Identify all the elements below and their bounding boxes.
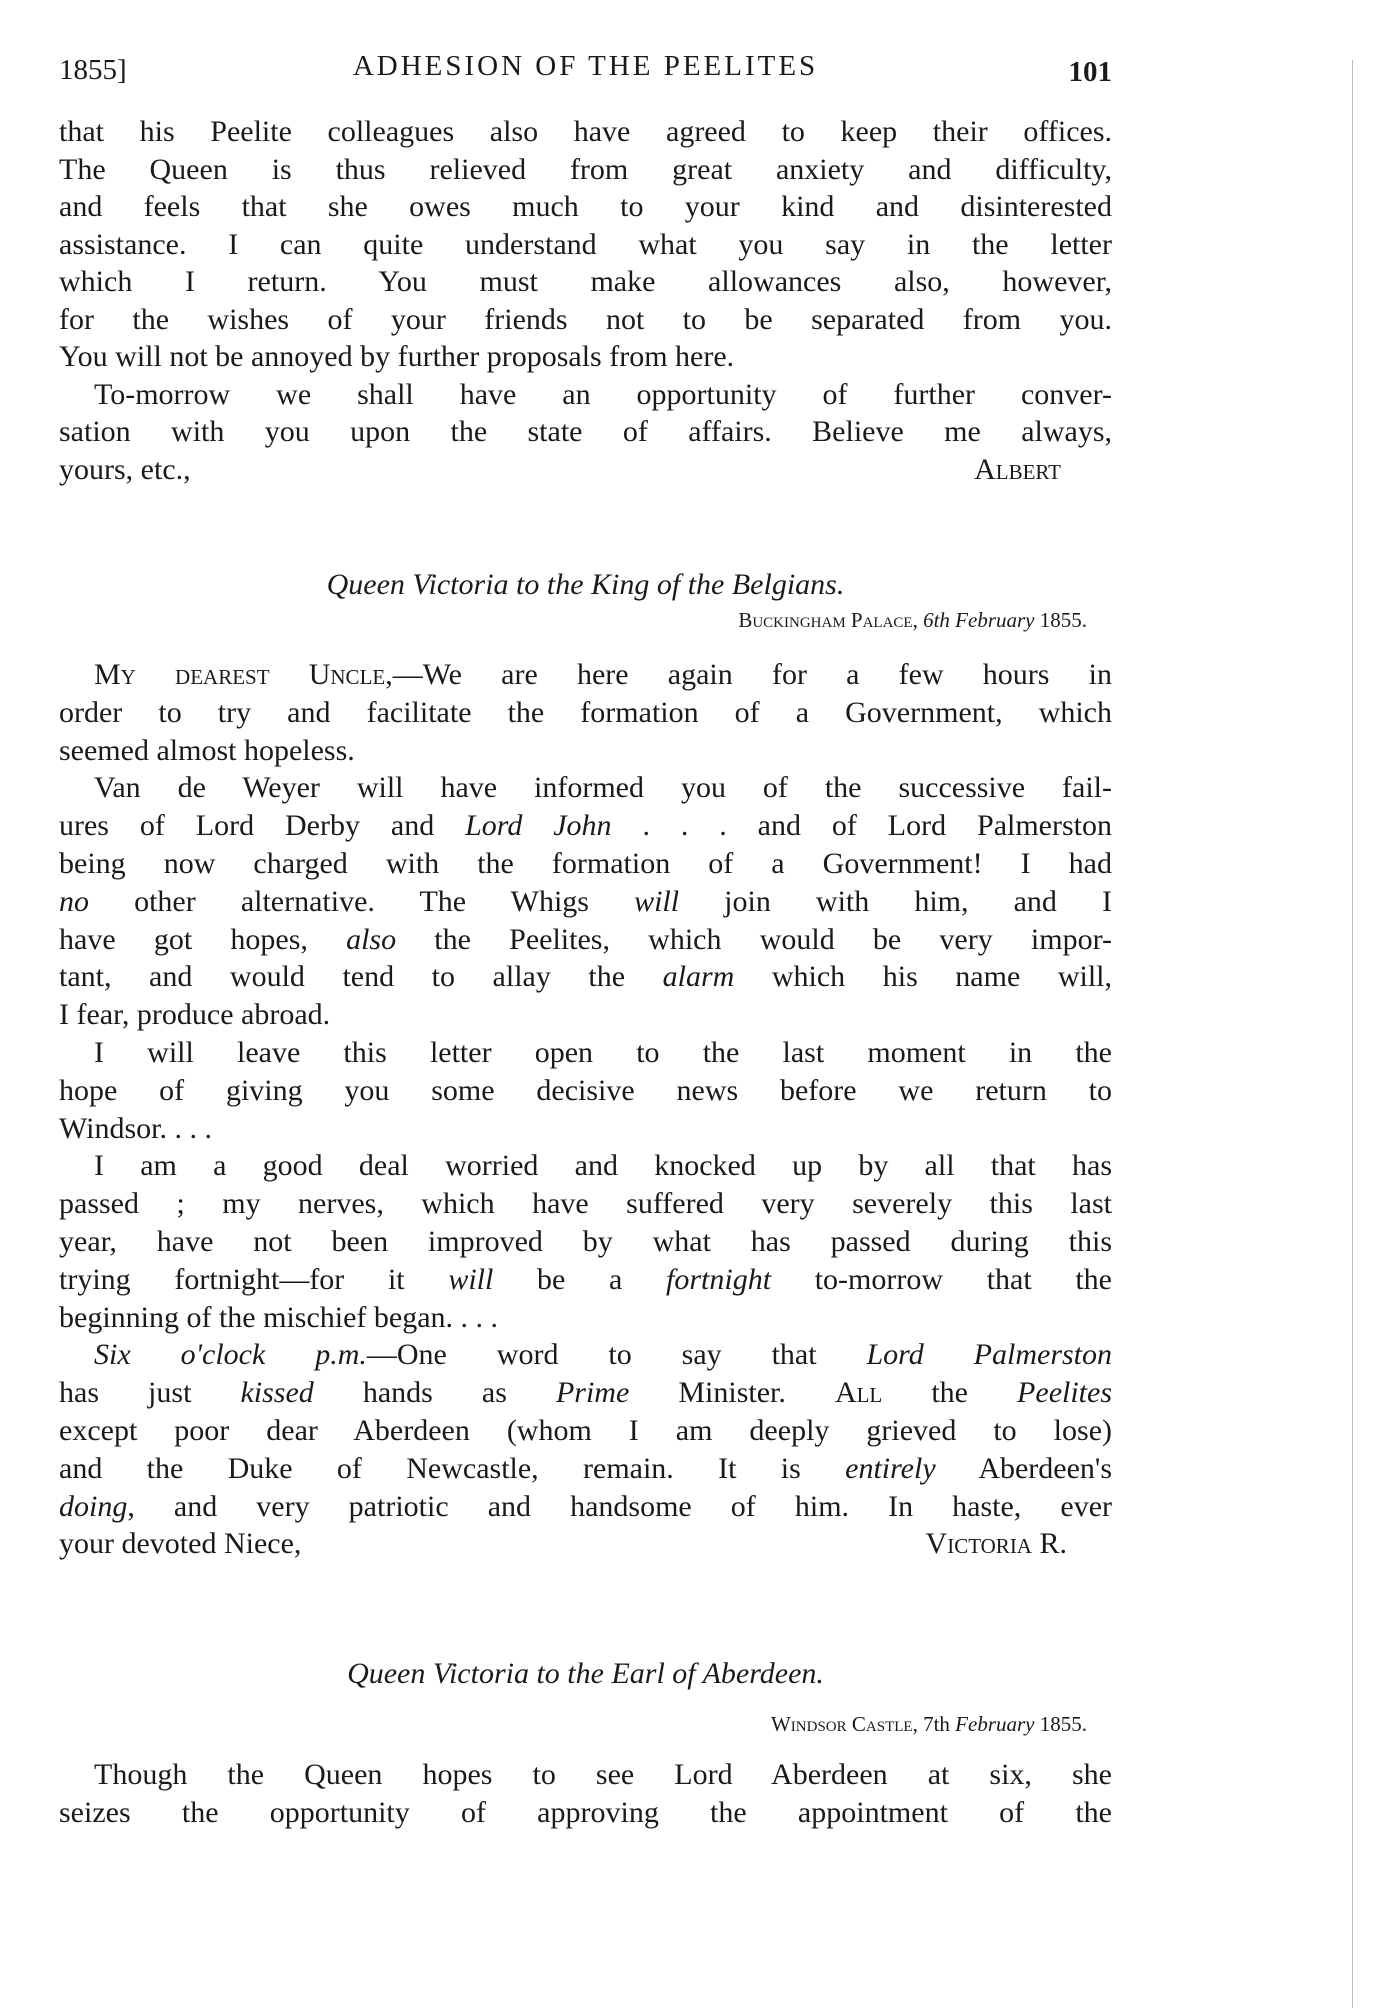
text-line <box>59 451 1112 489</box>
text-run: no <box>59 884 89 918</box>
text-run: the Peelites, which would be very impor- <box>396 922 1112 956</box>
dateline-day: 6th <box>923 608 950 632</box>
text-line <box>59 151 1112 189</box>
dateline-1 <box>738 608 1087 633</box>
running-header <box>59 50 1112 90</box>
text-line <box>59 656 1112 694</box>
text-run: hands as <box>313 1376 556 1410</box>
signature: Victoria R. <box>925 1527 1067 1561</box>
text-line <box>59 301 1112 339</box>
text-run: which his name will, <box>734 960 1112 994</box>
text-run: Minister. <box>629 1376 835 1410</box>
text-line <box>59 1525 1112 1563</box>
dateline-year: 1855. <box>1039 608 1087 632</box>
text-line <box>59 1034 1112 1072</box>
text-run: I am a good deal worried and knocked up by all that has <box>94 1149 1112 1183</box>
text-run: sation with you upon the state of affairs. Believe me always, <box>59 415 1112 448</box>
text-line <box>59 958 1112 996</box>
text-line <box>59 188 1112 226</box>
text-run: for the wishes of your friends not to be separated from you. <box>59 302 1112 336</box>
text-run: the <box>882 1376 1018 1410</box>
text-line <box>59 1110 1112 1148</box>
text-run: have got hopes, <box>59 922 347 956</box>
text-run: except poor dear Aberdeen (whom I am deeply grieved to lose) <box>59 1413 1112 1447</box>
text-run: and the Duke of Newcastle, remain. It is <box>59 1451 846 1485</box>
text-run: trying fortnight—for it <box>59 1262 449 1296</box>
header-year: 1855] <box>59 54 127 86</box>
dateline-place: Buckingham Palace, <box>738 608 918 632</box>
text-line <box>59 1072 1112 1110</box>
text-run: be a <box>493 1262 667 1296</box>
paragraph <box>59 1756 1112 1832</box>
letter-heading-2: Queen Victoria to the Earl of Aberdeen. <box>347 1657 824 1690</box>
signature: Albert <box>974 452 1061 486</box>
text-run: —One word to say that <box>366 1338 867 1372</box>
text-line <box>59 694 1112 732</box>
dateline-year: 1855. <box>1039 1712 1087 1736</box>
text-run: Though the Queen hopes to see Lord Aberdeen at six, she <box>94 1758 1112 1791</box>
text-run: yours, etc., <box>59 452 191 486</box>
text-block-3 <box>59 1756 1112 1832</box>
text-run: Aberdeen's <box>935 1451 1112 1485</box>
text-line <box>59 1336 1112 1374</box>
page-edge <box>1352 60 1353 2008</box>
text-run: year, have not been improved by what has passed during this <box>59 1224 1112 1258</box>
text-run: assistance. I can quite understand what you say in the letter <box>59 227 1112 261</box>
text-line <box>59 376 1112 414</box>
text-run: to-morrow that the <box>771 1262 1112 1296</box>
text-line <box>59 769 1112 807</box>
paragraph <box>59 1147 1112 1336</box>
text-line <box>59 413 1112 451</box>
paragraph <box>59 113 1112 376</box>
text-run: hope of giving you some decisive news before we return to <box>59 1073 1112 1107</box>
text-run: being now charged with the formation of a Government! I had <box>59 846 1112 880</box>
text-line <box>59 1374 1112 1412</box>
text-line <box>59 807 1112 845</box>
text-run: has just <box>59 1376 241 1410</box>
text-line <box>59 1488 1112 1526</box>
dateline-place: Windsor Castle, <box>770 1712 918 1736</box>
text-line <box>59 113 1112 151</box>
text-run: Prime <box>555 1376 630 1410</box>
text-line <box>59 1450 1112 1488</box>
paragraph <box>59 376 1112 489</box>
letter-heading-1: Queen Victoria to the King of the Belgians. <box>326 568 845 601</box>
text-line <box>59 883 1112 921</box>
paragraph <box>59 656 1112 769</box>
text-run: seemed almost hopeless. <box>59 733 355 767</box>
text-line <box>59 732 1112 770</box>
text-line <box>59 1412 1112 1450</box>
text-line <box>59 1147 1112 1185</box>
paragraph <box>59 1336 1112 1563</box>
text-run: All <box>834 1376 883 1410</box>
text-line <box>59 1185 1112 1223</box>
text-run: The Queen is thus relieved from great anxiety and difficulty, <box>59 152 1112 186</box>
text-line <box>59 1299 1112 1337</box>
paragraph <box>59 769 1112 1034</box>
text-run: also <box>346 922 397 956</box>
dateline-2 <box>771 1712 1087 1737</box>
text-run: beginning of the mischief began. . . . <box>59 1300 499 1334</box>
text-run: which I return. You must make allowances also, however, <box>59 265 1112 298</box>
text-line <box>59 1261 1112 1299</box>
text-line <box>59 845 1112 883</box>
paragraph <box>59 1034 1112 1147</box>
text-run: To-morrow we shall have an opportunity of further conver- <box>94 377 1112 411</box>
text-run: , and very patriotic and handsome of him. In haste, ever <box>127 1489 1112 1523</box>
text-line <box>59 1794 1112 1832</box>
dateline-month: February <box>955 1712 1035 1736</box>
text-run: You will not be annoyed by further proposals from here. <box>59 340 735 373</box>
text-run: passed ; my nerves, which have suffered very severely this last <box>59 1187 1112 1221</box>
text-line <box>59 338 1112 376</box>
text-run: tant, and would tend to allay the <box>59 960 663 994</box>
text-run: join with him, and I <box>679 884 1112 918</box>
text-run: Windsor. . . . <box>59 1111 212 1145</box>
text-run: Lord Palmerston <box>866 1338 1113 1372</box>
text-run: I fear, produce abroad. <box>59 998 331 1032</box>
text-run: Van de Weyer will have informed you of the successive fail- <box>94 771 1112 805</box>
text-run: My dearest Uncle, <box>94 658 393 691</box>
text-run: . . . and of Lord Palmerston <box>611 809 1112 843</box>
text-run: and feels that she owes much to your kind and disinterested <box>59 190 1112 223</box>
text-run: kissed <box>240 1376 314 1410</box>
text-run: that his Peelite colleagues also have agreed to keep their offices. <box>59 115 1112 148</box>
text-run: ures of Lord Derby and <box>59 809 466 843</box>
text-run: Six o'clock p.m. <box>94 1338 367 1372</box>
dateline-month: February <box>955 608 1035 632</box>
text-run: order to try and facilitate the formation of a Government, which <box>59 695 1112 729</box>
text-line <box>59 996 1112 1034</box>
text-block-2 <box>59 656 1112 1563</box>
text-run: alarm <box>662 960 735 994</box>
text-line <box>59 226 1112 264</box>
text-line <box>59 921 1112 959</box>
text-run: —We are here again for a few hours in <box>392 658 1112 691</box>
text-run: will <box>448 1262 494 1296</box>
text-run: fortnight <box>666 1262 772 1296</box>
text-line <box>59 263 1112 301</box>
text-run: entirely <box>845 1451 936 1485</box>
header-title: ADHESION OF THE PEELITES <box>352 50 819 82</box>
text-run: I will leave this letter open to the last moment in the <box>94 1035 1112 1069</box>
text-run: Lord John <box>465 809 612 843</box>
text-run: will <box>634 884 680 918</box>
text-run: seizes the opportunity of approving the appointment of the <box>59 1795 1112 1829</box>
text-run: doing <box>59 1489 128 1523</box>
text-line <box>59 1223 1112 1261</box>
text-block-1 <box>59 113 1112 488</box>
dateline-day: 7th <box>923 1712 950 1736</box>
text-line <box>59 1756 1112 1794</box>
text-run: your devoted Niece, <box>59 1527 302 1561</box>
text-run: other alternative. The Whigs <box>89 884 635 918</box>
page-number: 101 <box>1068 56 1112 88</box>
text-run: Peelites <box>1017 1376 1112 1410</box>
